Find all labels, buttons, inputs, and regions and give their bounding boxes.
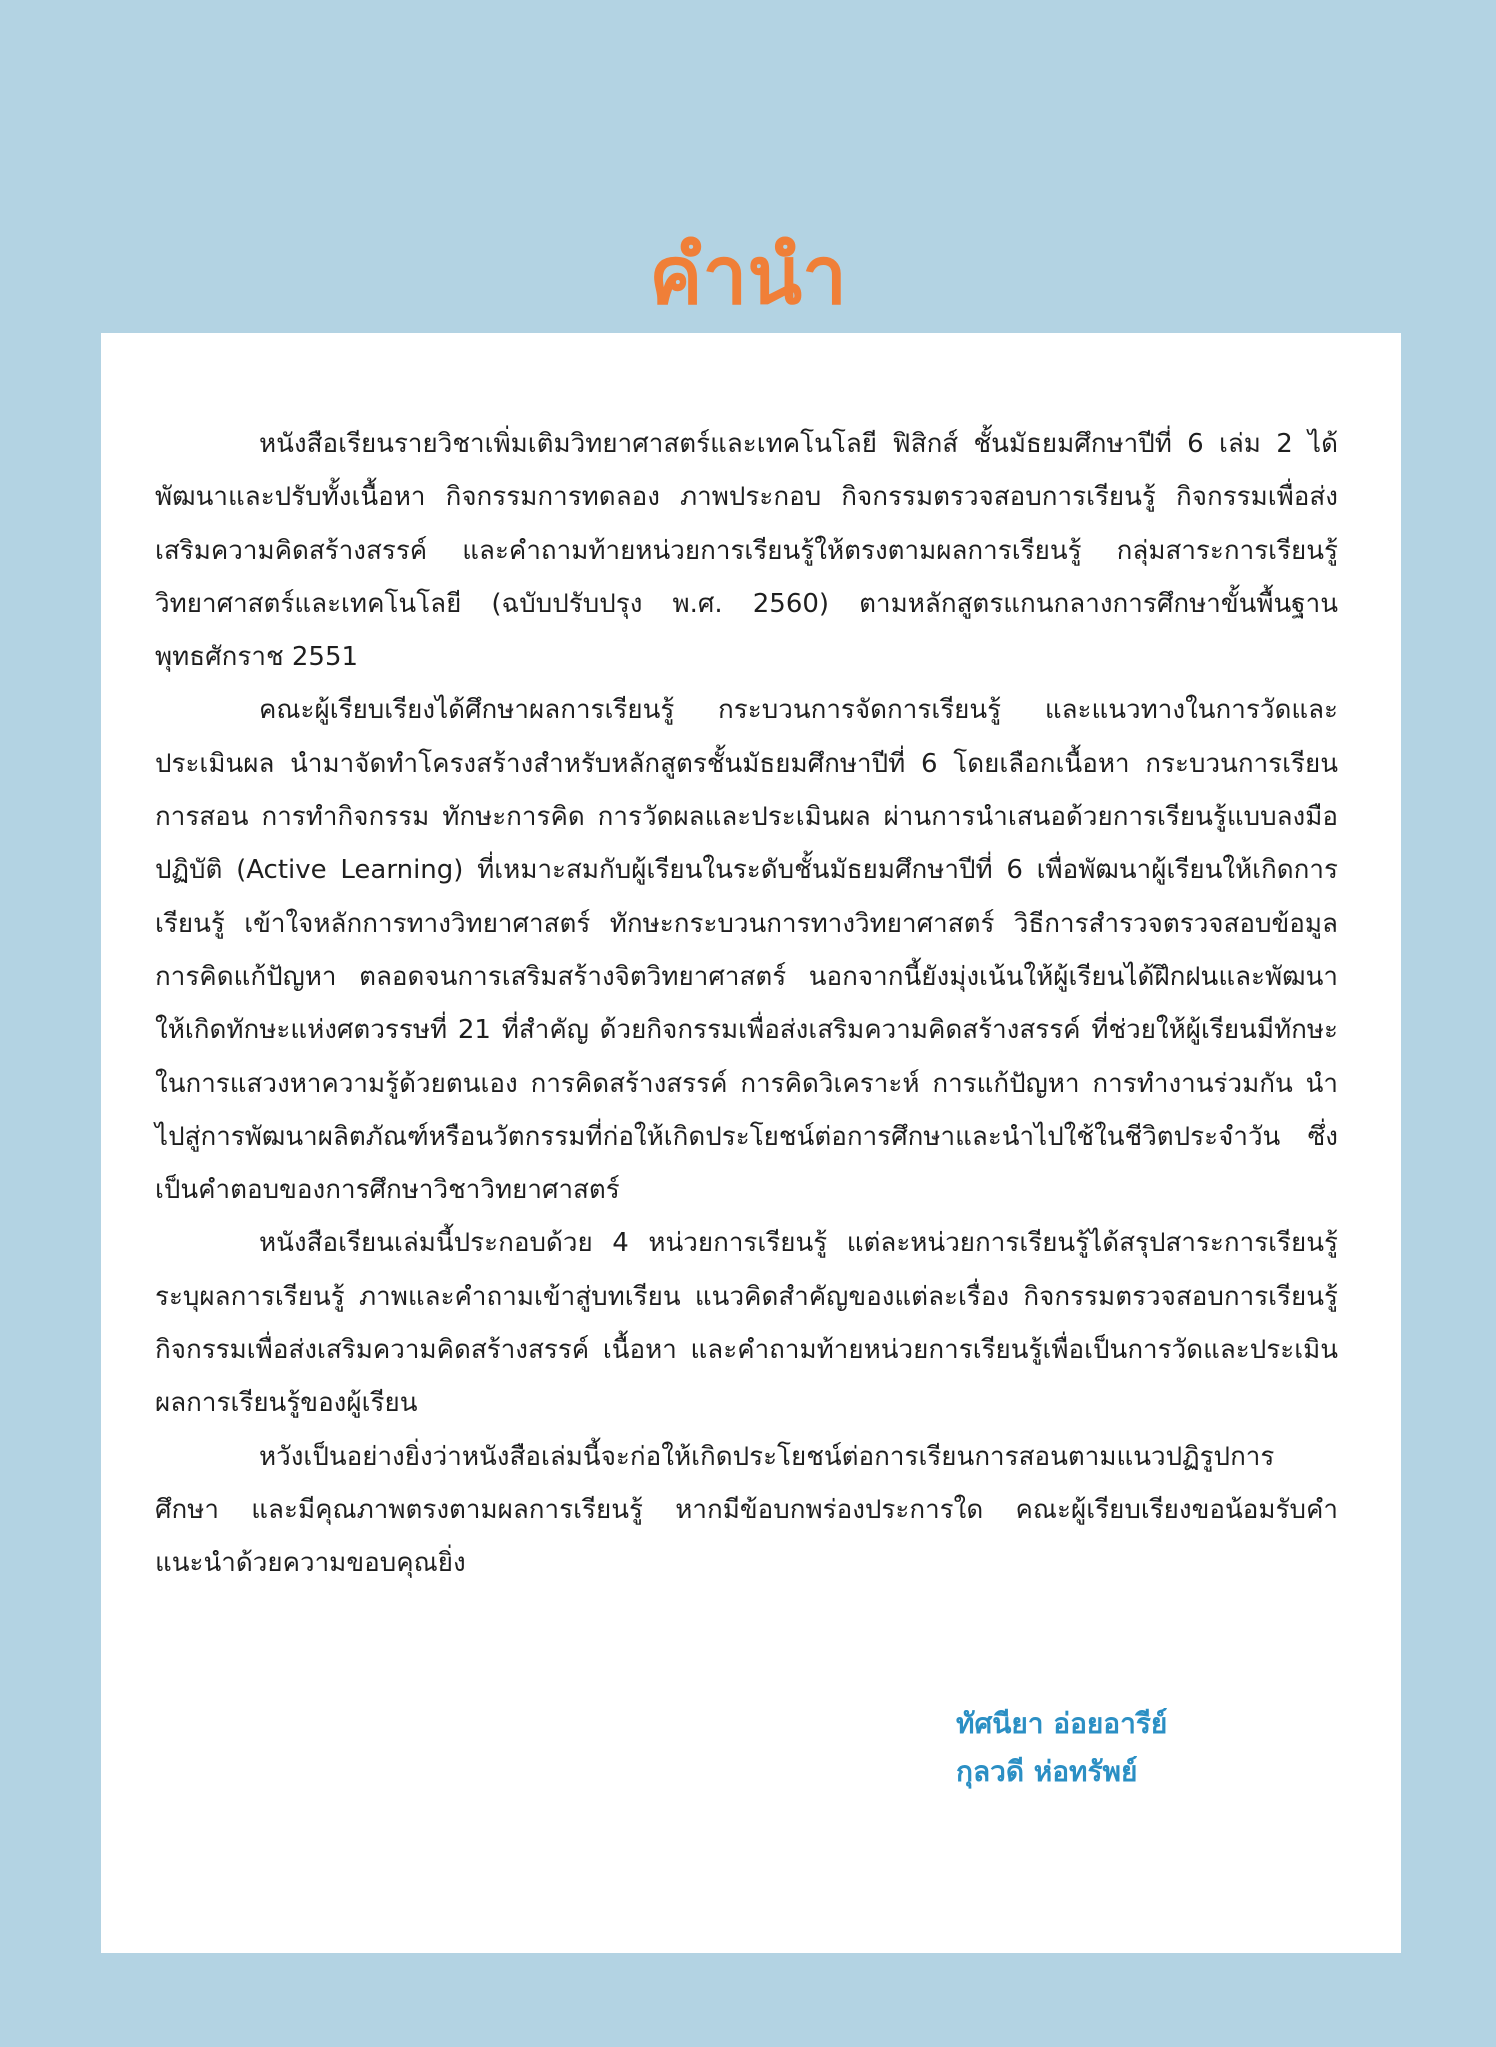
paragraph-contents: หนังสือเรียนเล่มนี้ประกอบด้วย 4 หน่วยการเรียนรู้ แต่ละหน่วยการเรียนรู้ได้สรุปสาระการเรียนรู้ ระบุผลการเรียนรู้ ภาพและคำถามเข้าสู่บทเรียน แนวคิดสำคัญของแต่ละเรื่อง กิจกรรมตรวจสอบการเรียนรู้ กิจกรรมเพื่อส่งเสริมความคิดสร้างสรรค์ เนื้อหา และคำถามท้ายหน่วยการเรียนรู้เพื่อเป็นการวัดและประเมินผลการเรียนรู้ของผู้เรียน xyxy=(155,1228,1338,1419)
paragraph-intro: หนังสือเรียนรายวิชาเพิ่มเติมวิทยาศาสตร์และเทคโนโลยี ฟิสิกส์ ชั้นมัธยมศึกษาปีที่ 6 เล่ม 2 ได้พัฒนาและปรับทั้งเนื้อหา กิจกรรมการทดลอง ภาพประกอบ กิจกรรมตรวจสอบการเรียนรู้ กิจกรรมเพื่อส่งเสริมความคิดสร้างสรรค์ และคำถามท้ายหน่วยการเรียนรู้ให้ตรงตามผลการเรียนรู้ กลุ่มสาระการเรียนรู้วิทยาศาสตร์และเทคโนโลยี (ฉบับปรับปรุง พ.ศ. 2560) ตามหลักสูตรแกนกลางการศึกษาขั้นพื้นฐาน พุทธศักราช 2551 xyxy=(155,429,1338,673)
paragraph-closing: หวังเป็นอย่างยิ่งว่าหนังสือเล่มนี้จะก่อให้เกิดประโยชน์ต่อการเรียนการสอนตามแนวปฏิรูปการศึกษา และมีคุณภาพตรงตามผลการเรียนรู้ หากมีข้อบกพร่องประการใด คณะผู้เรียบเรียงขอน้อมรับคำแนะนำด้วยความขอบคุณยิ่ง xyxy=(155,1441,1338,1579)
preface-body xyxy=(155,418,1338,1591)
page-title: คำนำ xyxy=(648,229,848,322)
paragraph-approach: คณะผู้เรียบเรียงได้ศึกษาผลการเรียนรู้ กระบวนการจัดการเรียนรู้ และแนวทางในการวัดและประเมินผล นำมาจัดทำโครงสร้างสำหรับหลักสูตรชั้นมัธยมศึกษาปีที่ 6 โดยเลือกเนื้อหา กระบวนการเรียนการสอน การทำกิจกรรม ทักษะการคิด การวัดผลและประเมินผล ผ่านการนำเสนอด้วยการเรียนรู้แบบลงมือปฏิบัติ (Active Learning) ที่เหมาะสมกับผู้เรียนในระดับชั้นมัธยมศึกษาปีที่ 6 เพื่อพัฒนาผู้เรียนให้เกิดการเรียนรู้ เข้าใจหลักการทางวิทยาศาสตร์ ทักษะกระบวนการทางวิทยาศาสตร์ วิธีการสำรวจตรวจสอบข้อมูล การคิดแก้ปัญหา ตลอดจนการเสริมสร้างจิตวิทยาศาสตร์ นอกจากนี้ยังมุ่งเน้นให้ผู้เรียนได้ฝึกฝนและพัฒนาให้เกิดทักษะแห่งศตวรรษที่ 21 ที่สำคัญ ด้วยกิจกรรมเพื่อส่งเสริมความคิดสร้างสรรค์ ที่ช่วยให้ผู้เรียนมีทักษะในการแสวงหาความรู้ด้วยตนเอง การคิดสร้างสรรค์ การคิดวิเคราะห์ การแก้ปัญหา การทำงานร่วมกัน นำไปสู่การพัฒนาผลิตภัณฑ์หรือนวัตกรรมที่ก่อให้เกิดประโยชน์ต่อการศึกษาและนำไปใช้ในชีวิตประจำวัน ซึ่งเป็นคำตอบของการศึกษาวิชาวิทยาศาสตร์ xyxy=(155,695,1338,1206)
author-signature xyxy=(956,1700,1167,1796)
author-name-2: กุลวดี ห่อทรัพย์ xyxy=(956,1755,1138,1788)
author-name-1: ทัศนียา อ่อยอารีย์ xyxy=(956,1707,1168,1740)
